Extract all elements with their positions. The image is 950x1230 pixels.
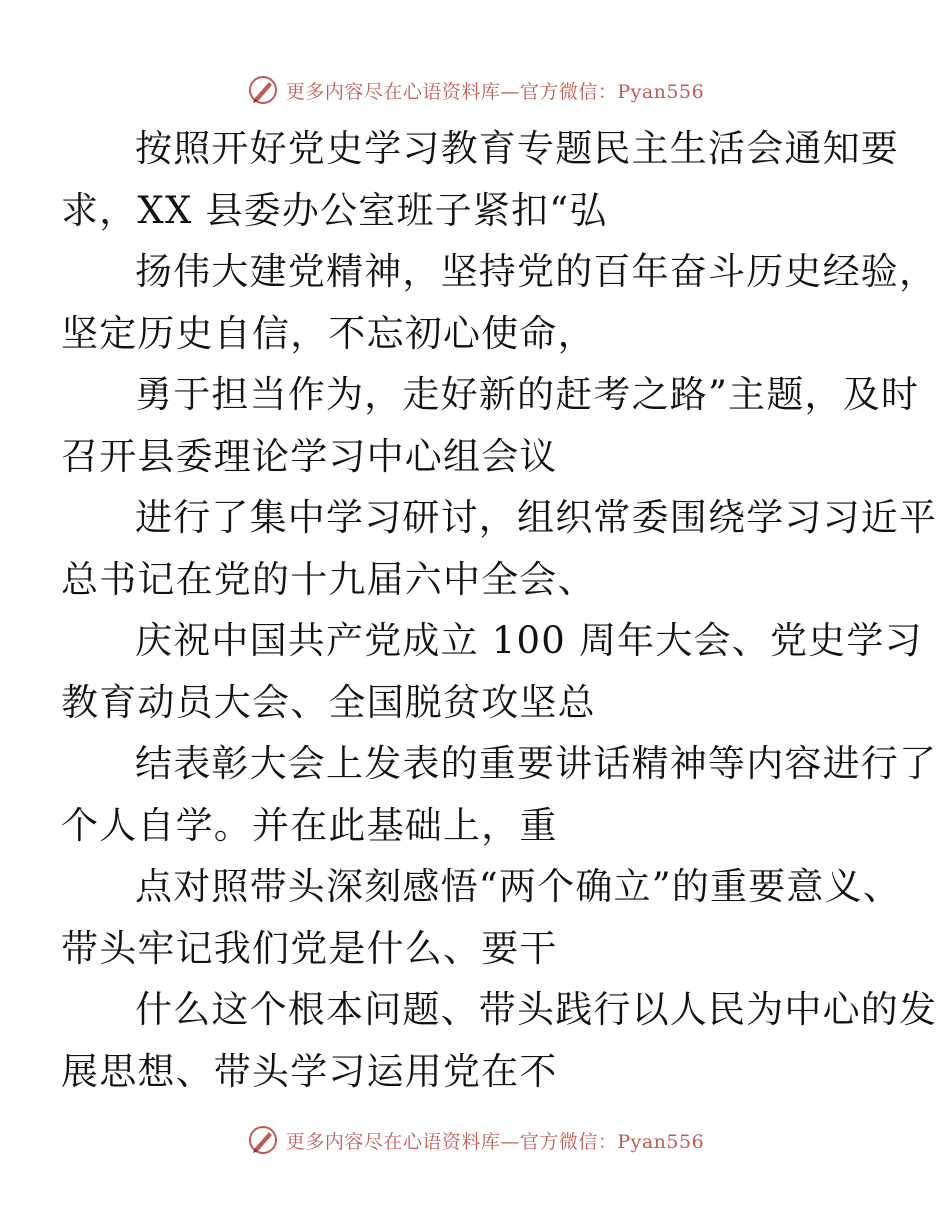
footer-banner-text: 更多内容尽在心语资料库—官方微信：Pyan556 — [285, 1130, 705, 1153]
header-banner — [0, 70, 950, 110]
paragraph: 结表彰大会上发表的重要讲话精神等内容进行了 个人自学。并在此基础上，重 — [61, 742, 938, 847]
paragraph: 扬伟大建党精神，坚持党的百年奋斗历史经验， 坚定历史自信，不忘初心使命， — [61, 250, 938, 355]
paragraph: 庆祝中国共产党成立 100 周年大会、党史学习 教育动员大会、全国脱贫攻坚总 — [61, 619, 923, 724]
paragraph: 进行了集中学习研讨，组织常委围绕学习习近平 总书记在党的十九届六中全会、 — [61, 496, 938, 601]
paragraph: 什么这个根本问题、带头践行以人民为中心的发 展思想、带头学习运用党在不 — [61, 988, 938, 1093]
pen-logo-icon — [246, 1123, 280, 1157]
pen-logo-icon — [246, 73, 280, 107]
paragraph: 按照开好党史学习教育专题民主生活会通知要 求，XX 县委办公室班子紧扣“弘 — [61, 127, 899, 232]
paragraph: 点对照带头深刻感悟“两个确立”的重要意义、 带头牢记我们党是什么、要干 — [61, 865, 902, 970]
header-banner-text: 更多内容尽在心语资料库—官方微信：Pyan556 — [285, 80, 705, 103]
document-body — [61, 118, 938, 1102]
footer-banner — [0, 1120, 950, 1160]
paragraph: 勇于担当作为，走好新的赶考之路”主题，及时 召开县委理论学习中心组会议 — [61, 373, 920, 478]
